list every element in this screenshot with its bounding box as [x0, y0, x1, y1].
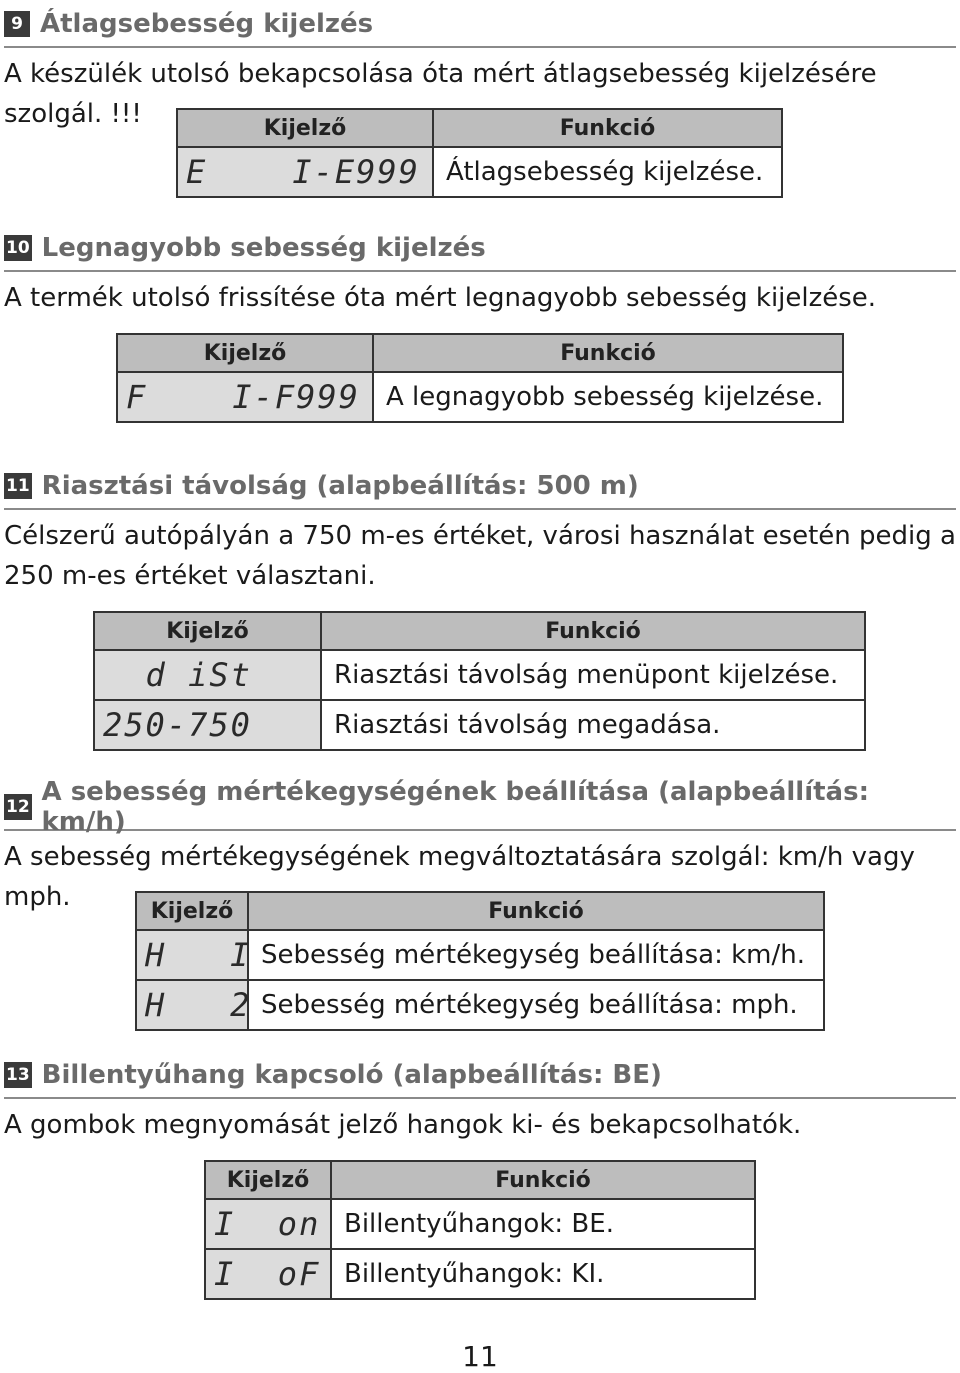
column-header-function: Funkció: [433, 109, 782, 147]
table-row: [136, 980, 824, 1030]
column-header-display: Kijelző: [177, 109, 433, 147]
function-cell: Átlagsebesség kijelzése.: [433, 147, 782, 197]
column-header-function: Funkció: [321, 612, 865, 650]
section-description: A gombok megnyomását jelző hangok ki- és bekapcsolhatók.: [4, 1110, 802, 1140]
display-function-table: [204, 1160, 756, 1300]
table-row: [205, 1199, 755, 1249]
section-title: Átlagsebesség kijelzés: [40, 9, 374, 39]
table-row: [94, 700, 865, 750]
segment-display: 250-750: [103, 706, 252, 744]
function-cell: Billentyűhangok: BE.: [331, 1199, 755, 1249]
function-cell: Riasztási távolság megadása.: [321, 700, 865, 750]
segment-display: I on: [214, 1205, 321, 1243]
section-number-badge: 11: [4, 473, 32, 499]
section-number-badge: 13: [4, 1062, 32, 1088]
section-header: [4, 2, 956, 48]
section-description: A termék utolsó frissítése óta mért legnagyobb sebesség kijelzése.: [4, 283, 877, 313]
display-cell: [136, 980, 252, 1030]
display-cell: [136, 930, 252, 980]
section-description: A készülék utolsó bekapcsolása óta mért átlagsebesség kijelzésére szolgál. !!!: [4, 59, 877, 129]
table-row: [177, 147, 782, 197]
section-10: [0, 226, 960, 318]
section-description: Célszerű autópályán a 750 m-es értéket, városi használat esetén pedig a 250 m-es értéket választani.: [4, 521, 956, 591]
display-cell: [177, 147, 433, 197]
section-title: Billentyűhang kapcsoló (alapbeállítás: BE): [41, 1060, 662, 1090]
table-row: [94, 650, 865, 700]
column-header-display: Kijelző: [136, 892, 248, 930]
column-header-display: Kijelző: [205, 1161, 331, 1199]
column-header-function: Funkció: [331, 1161, 755, 1199]
section-header: [4, 777, 956, 837]
column-header-function: Funkció: [373, 334, 843, 372]
section-title: A sebesség mértékegységének beállítása (alapbeállítás: km/h): [41, 777, 869, 837]
function-cell: Sebesség mértékegység beállítása: km/h.: [248, 930, 824, 980]
function-cell: Riasztási távolság menüpont kijelzése.: [321, 650, 865, 700]
column-header-display: Kijelző: [117, 334, 373, 372]
segment-display: F I-F999: [126, 378, 360, 416]
column-header-display: Kijelző: [94, 612, 321, 650]
display-cell: [94, 650, 321, 700]
display-cell: [205, 1199, 331, 1249]
segment-display: d iSt: [103, 656, 252, 694]
section-title: Riasztási távolság (alapbeállítás: 500 m): [41, 471, 639, 501]
section-header: [4, 1053, 956, 1099]
table-row: [117, 372, 843, 422]
display-function-table: [176, 108, 783, 198]
section-number-badge: 9: [4, 11, 30, 37]
section-13: [0, 1053, 960, 1145]
section-header: [4, 226, 956, 272]
segment-display: H I: [145, 936, 252, 974]
function-cell: Billentyűhangok: KI.: [331, 1249, 755, 1299]
display-function-table: [93, 611, 866, 751]
section-number-badge: 12: [4, 794, 32, 820]
table-row: [205, 1249, 755, 1299]
page-number: 11: [462, 1340, 498, 1373]
function-cell: Sebesség mértékegység beállítása: mph.: [248, 980, 824, 1030]
section-description: A sebesség mértékegységének megváltoztatására szolgál: km/h vagy mph.: [4, 842, 915, 912]
section-number-badge: 10: [4, 235, 32, 261]
section-header: [4, 464, 956, 510]
segment-display: I oF: [214, 1255, 321, 1293]
function-cell: A legnagyobb sebesség kijelzése.: [373, 372, 843, 422]
column-header-function: Funkció: [248, 892, 824, 930]
display-cell: [94, 700, 321, 750]
display-cell: [205, 1249, 331, 1299]
table-row: [136, 930, 824, 980]
section-title: Legnagyobb sebesség kijelzés: [41, 233, 486, 263]
display-function-table: [116, 333, 844, 423]
display-function-table: [135, 891, 825, 1031]
display-cell: [117, 372, 373, 422]
segment-display: H 2: [145, 986, 252, 1024]
segment-display: E I-E999: [186, 153, 420, 191]
section-11: [0, 464, 960, 596]
